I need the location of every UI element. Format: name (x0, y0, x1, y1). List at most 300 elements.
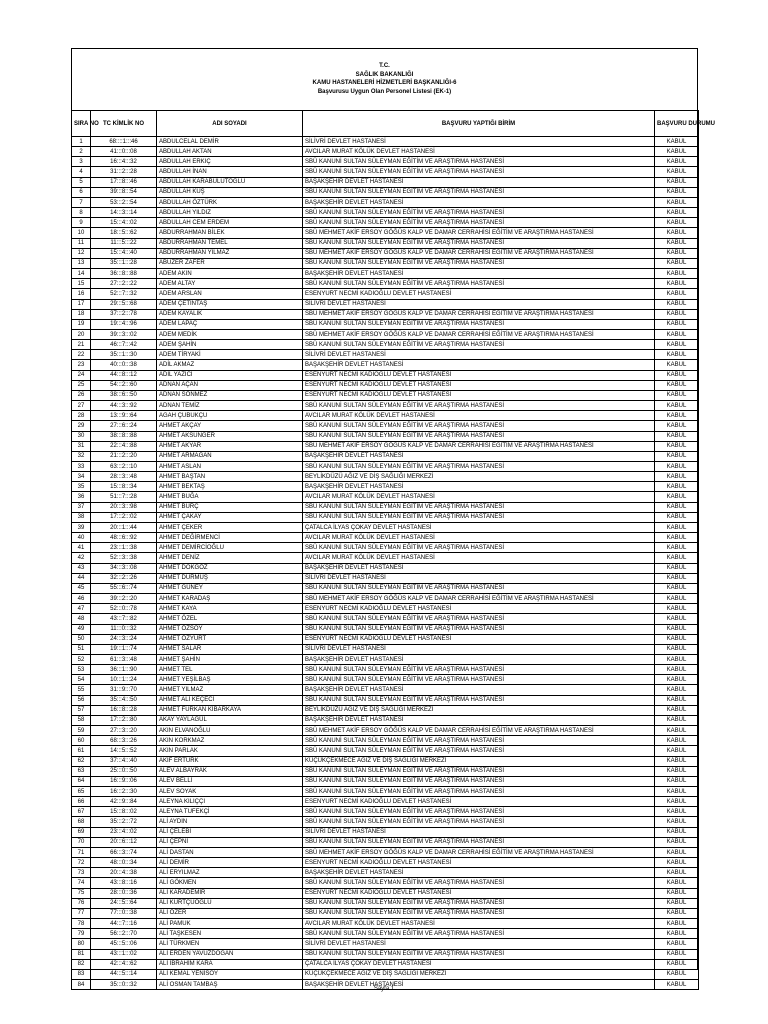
table-row (72, 350, 699, 360)
cell-unit: SBÜ KANUNİ SULTAN SÜLEYMAN EĞİTİM VE ARAŞTIRMA HASTANESİ (303, 878, 655, 888)
cell-unit: BAŞAKŞEHİR DEVLET HASTANESİ (303, 715, 655, 725)
cell-status: KABUL (655, 665, 699, 675)
cell-tc: 36:::1:::90 (91, 665, 157, 675)
cell-unit: SBÜ KANUNİ SULTAN SÜLEYMAN EĞİTİM VE ARAŞTIRMA HASTANESİ (303, 736, 655, 746)
cell-unit: AVCILAR MURAT KÖLÜK DEVLET HASTANESİ (303, 492, 655, 502)
cell-status: KABUL (655, 908, 699, 918)
cell-sira-no: 22 (72, 350, 91, 360)
cell-tc: 45:::5:::06 (91, 939, 157, 949)
cell-unit: SBÜ KANUNİ SULTAN SÜLEYMAN EĞİTİM VE ARAŞTIRMA HASTANESİ (303, 208, 655, 218)
cell-tc: 66:::3:::74 (91, 847, 157, 857)
cell-name: ALİ KEMAL YENİSOY (157, 969, 303, 979)
cell-sira-no: 69 (72, 827, 91, 837)
cell-unit: SİLİVRİ DEVLET HASTANESİ (303, 299, 655, 309)
cell-sira-no: 71 (72, 847, 91, 857)
cell-status: KABUL (655, 766, 699, 776)
cell-unit: ESENYURT NECMİ KADIOĞLU DEVLET HASTANESİ (303, 858, 655, 868)
cell-name: ADEM LAPAÇ (157, 319, 303, 329)
cell-sira-no: 49 (72, 624, 91, 634)
cell-sira-no: 39 (72, 522, 91, 532)
cell-status: KABUL (655, 512, 699, 522)
cell-status: KABUL (655, 563, 699, 573)
table-row (72, 421, 699, 431)
cell-sira-no: 76 (72, 898, 91, 908)
cell-tc: 28:::0:::36 (91, 888, 157, 898)
cell-unit: BAŞAKŞEHİR DEVLET HASTANESİ (303, 269, 655, 279)
cell-status: KABUL (655, 756, 699, 766)
table-row (72, 858, 699, 868)
cell-name: AHMET AKYAR (157, 441, 303, 451)
table-row (72, 157, 699, 167)
cell-unit: SBÜ MEHMET AKİF ERSOY GÖĞÜS KALP VE DAMAR CERRAHİSİ EĞİTİM VE ARAŞTIRMA HASTANESİ (303, 228, 655, 238)
table-row (72, 482, 699, 492)
cell-status: KABUL (655, 329, 699, 339)
table-row (72, 289, 699, 299)
table-row (72, 766, 699, 776)
cell-unit: SBÜ MEHMET AKİF ERSOY GÖĞÜS KALP VE DAMAR CERRAHİSİ EĞİTİM VE ARAŞTIRMA HASTANESİ (303, 329, 655, 339)
cell-tc: 51:::7:::28 (91, 492, 157, 502)
cell-tc: 52:::3:::38 (91, 553, 157, 563)
cell-sira-no: 68 (72, 817, 91, 827)
table-row (72, 797, 699, 807)
cell-sira-no: 16 (72, 289, 91, 299)
cell-status: KABUL (655, 309, 699, 319)
cell-status: KABUL (655, 441, 699, 451)
table-row (72, 431, 699, 441)
cell-status: KABUL (655, 614, 699, 624)
cell-status: KABUL (655, 736, 699, 746)
cell-name: ABDULLAH ÖZTÜRK (157, 197, 303, 207)
cell-tc: 56:::2:::70 (91, 929, 157, 939)
cell-unit: AVCILAR MURAT KÖLÜK DEVLET HASTANESİ (303, 919, 655, 929)
cell-name: ALİ PAMUK (157, 919, 303, 929)
cell-sira-no: 77 (72, 908, 91, 918)
cell-status: KABUL (655, 197, 699, 207)
table-row (72, 319, 699, 329)
cell-name: ALİ TÜRKMEN (157, 939, 303, 949)
cell-status: KABUL (655, 299, 699, 309)
cell-tc: 32:::2:::26 (91, 573, 157, 583)
cell-unit: BAŞAKŞEHİR DEVLET HASTANESİ (303, 979, 655, 989)
table-row (72, 583, 699, 593)
cell-unit: KÜÇÜKÇEKMECE AĞIZ VE DİŞ SAĞLIĞI MERKEZİ (303, 756, 655, 766)
cell-tc: 77:::0:::38 (91, 908, 157, 918)
table-row (72, 624, 699, 634)
cell-tc: 16:::2:::30 (91, 787, 157, 797)
cell-sira-no: 3 (72, 157, 91, 167)
cell-status: KABUL (655, 868, 699, 878)
cell-sira-no: 54 (72, 675, 91, 685)
header-line-4: Başvurusu Uygun Olan Personel Listesi (EK-1) (317, 88, 452, 95)
cell-status: KABUL (655, 939, 699, 949)
cell-status: KABUL (655, 350, 699, 360)
table-row (72, 787, 699, 797)
cell-unit: SBÜ KANUNİ SULTAN SÜLEYMAN EĞİTİM VE ARAŞTIRMA HASTANESİ (303, 421, 655, 431)
cell-status: KABUL (655, 594, 699, 604)
cell-tc: 35:::2:::72 (91, 817, 157, 827)
table-row (72, 847, 699, 857)
cell-tc: 27:::6:::24 (91, 421, 157, 431)
cell-tc: 52:::0:::78 (91, 604, 157, 614)
cell-tc: 55:::6:::74 (91, 583, 157, 593)
cell-status: KABUL (655, 228, 699, 238)
cell-status: KABUL (655, 746, 699, 756)
cell-tc: 28:::3:::48 (91, 472, 157, 482)
cell-tc: 16:::8:::28 (91, 705, 157, 715)
cell-unit: SİLİVRİ DEVLET HASTANESİ (303, 137, 655, 147)
table-row (72, 137, 699, 147)
cell-name: ALEV BELLİ (157, 776, 303, 786)
cell-status: KABUL (655, 837, 699, 847)
cell-sira-no: 20 (72, 329, 91, 339)
cell-status: KABUL (655, 431, 699, 441)
cell-sira-no: 19 (72, 319, 91, 329)
table-row (72, 959, 699, 969)
cell-sira-no: 1 (72, 137, 91, 147)
cell-unit: SBÜ KANUNİ SULTAN SÜLEYMAN EĞİTİM VE ARAŞTIRMA HASTANESİ (303, 401, 655, 411)
table-row (72, 878, 699, 888)
cell-status: KABUL (655, 675, 699, 685)
cell-status: KABUL (655, 411, 699, 421)
table-row (72, 594, 699, 604)
cell-unit: SBÜ KANUNİ SULTAN SÜLEYMAN EĞİTİM VE ARAŞTIRMA HASTANESİ (303, 258, 655, 268)
table-row (72, 969, 699, 979)
cell-unit: SBÜ KANUNİ SULTAN SÜLEYMAN EĞİTİM VE ARAŞTIRMA HASTANESİ (303, 583, 655, 593)
cell-name: ALİ ÖZER (157, 908, 303, 918)
cell-tc: 43:::7:::82 (91, 614, 157, 624)
cell-status: KABUL (655, 807, 699, 817)
cell-unit: ESENYURT NECMİ KADIOĞLU DEVLET HASTANESİ (303, 888, 655, 898)
cell-name: ABDULLAH CEM ERDEM (157, 218, 303, 228)
cell-status: KABUL (655, 370, 699, 380)
cell-sira-no: 5 (72, 177, 91, 187)
cell-tc: 11:::5:::22 (91, 238, 157, 248)
cell-tc: 19:::1:::74 (91, 644, 157, 654)
cell-unit: SBÜ KANUNİ SULTAN SÜLEYMAN EĞİTİM VE ARAŞTIRMA HASTANESİ (303, 807, 655, 817)
cell-sira-no: 84 (72, 979, 91, 989)
cell-unit: SBÜ KANUNİ SULTAN SÜLEYMAN EĞİTİM VE ARAŞTIRMA HASTANESİ (303, 908, 655, 918)
table-row (72, 279, 699, 289)
cell-unit: BAŞAKŞEHİR DEVLET HASTANESİ (303, 177, 655, 187)
table-row (72, 340, 699, 350)
cell-status: KABUL (655, 969, 699, 979)
table-row (72, 573, 699, 583)
cell-name: ADNAN AÇAN (157, 380, 303, 390)
cell-status: KABUL (655, 898, 699, 908)
cell-status: KABUL (655, 888, 699, 898)
table-row (72, 685, 699, 695)
cell-sira-no: 17 (72, 299, 91, 309)
cell-status: KABUL (655, 929, 699, 939)
cell-unit: BEYLİKDÜZÜ AĞIZ VE DİŞ SAĞLIĞI MERKEZİ (303, 472, 655, 482)
cell-tc: 22:::4:::88 (91, 441, 157, 451)
cell-unit: BEYLİKDÜZÜ AĞIZ VE DİŞ SAĞLIĞI MERKEZİ (303, 705, 655, 715)
cell-unit: AVCILAR MURAT KÖLÜK DEVLET HASTANESİ (303, 411, 655, 421)
cell-sira-no: 74 (72, 878, 91, 888)
cell-sira-no: 70 (72, 837, 91, 847)
cell-sira-no: 47 (72, 604, 91, 614)
document-header (72, 49, 697, 110)
cell-name: ALEYNA KILIÇÇI (157, 797, 303, 807)
cell-sira-no: 34 (72, 472, 91, 482)
cell-unit: SİLİVRİ DEVLET HASTANESİ (303, 573, 655, 583)
cell-name: AHMET ÇAKAY (157, 512, 303, 522)
cell-name: ADNAN SÖNMEZ (157, 390, 303, 400)
cell-name: ALİ İBRAHİM KARA (157, 959, 303, 969)
cell-status: KABUL (655, 705, 699, 715)
cell-sira-no: 31 (72, 441, 91, 451)
cell-status: KABUL (655, 279, 699, 289)
document-frame (71, 48, 715, 988)
cell-unit: SBÜ KANUNİ SULTAN SÜLEYMAN EĞİTİM VE ARAŞTIRMA HASTANESİ (303, 279, 655, 289)
cell-status: KABUL (655, 858, 699, 868)
cell-unit: SBÜ KANUNİ SULTAN SÜLEYMAN EĞİTİM VE ARAŞTIRMA HASTANESİ (303, 512, 655, 522)
table-row (72, 776, 699, 786)
cell-sira-no: 24 (72, 370, 91, 380)
cell-status: KABUL (655, 979, 699, 989)
cell-sira-no: 50 (72, 634, 91, 644)
cell-tc: 14:::3:::14 (91, 208, 157, 218)
cell-tc: 31:::9:::70 (91, 685, 157, 695)
table-row (72, 177, 699, 187)
cell-name: ALİ ERYILMAZ (157, 868, 303, 878)
cell-sira-no: 61 (72, 746, 91, 756)
cell-name: AKİF ERTÜRK (157, 756, 303, 766)
cell-sira-no: 57 (72, 705, 91, 715)
table-row (72, 390, 699, 400)
table-row (72, 736, 699, 746)
cell-sira-no: 51 (72, 644, 91, 654)
cell-tc: 37:::4:::40 (91, 756, 157, 766)
cell-unit: SİLİVRİ DEVLET HASTANESİ (303, 827, 655, 837)
cell-name: ALİ OSMAN TAMBAŞ (157, 979, 303, 989)
cell-sira-no: 26 (72, 390, 91, 400)
cell-unit: ESENYURT NECMİ KADIOĞLU DEVLET HASTANESİ (303, 380, 655, 390)
cell-name: ALİ ÇEPNİ (157, 837, 303, 847)
cell-sira-no: 64 (72, 776, 91, 786)
cell-status: KABUL (655, 472, 699, 482)
cell-sira-no: 56 (72, 695, 91, 705)
cell-name: ALİ GÖKMEN (157, 878, 303, 888)
cell-name: AHMET ÖZEL (157, 614, 303, 624)
cell-tc: 43:::8:::16 (91, 878, 157, 888)
table-row (72, 187, 699, 197)
cell-sira-no: 2 (72, 147, 91, 157)
cell-unit: SBÜ KANUNİ SULTAN SÜLEYMAN EĞİTİM VE ARAŞTIRMA HASTANESİ (303, 817, 655, 827)
cell-tc: 43:::1:::02 (91, 949, 157, 959)
table-row (72, 462, 699, 472)
table-row (72, 746, 699, 756)
cell-unit: KÜÇÜKÇEKMECE AĞIZ VE DİŞ SAĞLIĞI MERKEZİ (303, 969, 655, 979)
cell-name: AHMET DEMİRCİOĞLU (157, 543, 303, 553)
cell-name: ALİ KARADEMİR (157, 888, 303, 898)
cell-name: AHMET AKSUNGER (157, 431, 303, 441)
cell-name: ABDULCELAL DEMİR (157, 137, 303, 147)
cell-name: AKIN ELVANOĞLU (157, 726, 303, 736)
cell-status: KABUL (655, 289, 699, 299)
cell-status: KABUL (655, 776, 699, 786)
cell-status: KABUL (655, 421, 699, 431)
cell-name: ADEM AKIN (157, 269, 303, 279)
cell-tc: 44:::8:::12 (91, 370, 157, 380)
cell-name: AHMET SALAR (157, 644, 303, 654)
cell-status: KABUL (655, 157, 699, 167)
table-row (72, 502, 699, 512)
cell-name: ALİ TAŞKESEN (157, 929, 303, 939)
cell-unit: SBÜ MEHMET AKİF ERSOY GÖĞÜS KALP VE DAMAR CERRAHİSİ EĞİTİM VE ARAŞTIRMA HASTANESİ (303, 248, 655, 258)
cell-unit: BAŞAKŞEHİR DEVLET HASTANESİ (303, 360, 655, 370)
cell-name: AKAY YAYLAGÜL (157, 715, 303, 725)
table-row (72, 695, 699, 705)
cell-name: AHMET BURÇ (157, 502, 303, 512)
table-row (72, 258, 699, 268)
table-row (72, 604, 699, 614)
cell-tc: 41:::0:::08 (91, 147, 157, 157)
cell-sira-no: 9 (72, 218, 91, 228)
cell-tc: 18:::5:::62 (91, 228, 157, 238)
cell-status: KABUL (655, 187, 699, 197)
table-row (72, 644, 699, 654)
column-header-unit: BAŞVURU YAPTIĞI BİRİM (303, 111, 655, 137)
cell-tc: 36:::8:::88 (91, 269, 157, 279)
cell-name: AHMET ŞAHİN (157, 654, 303, 664)
table-row (72, 208, 699, 218)
cell-sira-no: 28 (72, 411, 91, 421)
cell-tc: 63:::2:::10 (91, 462, 157, 472)
cell-tc: 15:::4:::40 (91, 248, 157, 258)
cell-unit: SBÜ KANUNİ SULTAN SÜLEYMAN EĞİTİM VE ARAŞTIRMA HASTANESİ (303, 340, 655, 350)
cell-tc: 20:::1:::44 (91, 522, 157, 532)
cell-status: KABUL (655, 492, 699, 502)
table-row (72, 705, 699, 715)
cell-tc: 44:::7:::16 (91, 919, 157, 929)
cell-status: KABUL (655, 482, 699, 492)
cell-tc: 34:::3:::08 (91, 563, 157, 573)
cell-status: KABUL (655, 401, 699, 411)
cell-unit: SBÜ KANUNİ SULTAN SÜLEYMAN EĞİTİM VE ARAŞTIRMA HASTANESİ (303, 695, 655, 705)
table-row (72, 228, 699, 238)
cell-sira-no: 48 (72, 614, 91, 624)
cell-unit: ÇATALCA İLYAS ÇOKAY DEVLET HASTANESİ (303, 959, 655, 969)
cell-unit: SBÜ KANUNİ SULTAN SÜLEYMAN EĞİTİM VE ARAŞTIRMA HASTANESİ (303, 157, 655, 167)
cell-name: AHMET GÜNEY (157, 583, 303, 593)
cell-tc: 31:::2:::28 (91, 167, 157, 177)
cell-tc: 13:::9:::64 (91, 411, 157, 421)
table-row (72, 908, 699, 918)
cell-unit: SBÜ KANUNİ SULTAN SÜLEYMAN EĞİTİM VE ARAŞTIRMA HASTANESİ (303, 898, 655, 908)
cell-unit: ESENYURT NECMİ KADIOĞLU DEVLET HASTANESİ (303, 370, 655, 380)
cell-sira-no: 32 (72, 451, 91, 461)
table-row (72, 492, 699, 502)
cell-status: KABUL (655, 959, 699, 969)
table-row (72, 533, 699, 543)
cell-status: KABUL (655, 624, 699, 634)
cell-sira-no: 43 (72, 563, 91, 573)
cell-tc: 42:::9:::84 (91, 797, 157, 807)
cell-name: ABUZER ZAFER (157, 258, 303, 268)
cell-sira-no: 4 (72, 167, 91, 177)
cell-unit: SİLİVRİ DEVLET HASTANESİ (303, 350, 655, 360)
cell-name: AHMET ÖZYURT (157, 634, 303, 644)
cell-unit: SBÜ KANUNİ SULTAN SÜLEYMAN EĞİTİM VE ARAŞTIRMA HASTANESİ (303, 787, 655, 797)
cell-sira-no: 18 (72, 309, 91, 319)
table-row (72, 726, 699, 736)
cell-unit: SBÜ KANUNİ SULTAN SÜLEYMAN EĞİTİM VE ARAŞTIRMA HASTANESİ (303, 837, 655, 847)
cell-status: KABUL (655, 319, 699, 329)
cell-tc: 20:::6:::12 (91, 837, 157, 847)
cell-unit: ESENYURT NECMİ KADIOĞLU DEVLET HASTANESİ (303, 390, 655, 400)
cell-tc: 46:::7:::42 (91, 340, 157, 350)
cell-unit: SBÜ KANUNİ SULTAN SÜLEYMAN EĞİTİM VE ARAŞTIRMA HASTANESİ (303, 462, 655, 472)
cell-name: AHMET TEL (157, 665, 303, 675)
cell-tc: 23:::1:::38 (91, 543, 157, 553)
cell-status: KABUL (655, 462, 699, 472)
cell-sira-no: 44 (72, 573, 91, 583)
cell-status: KABUL (655, 543, 699, 553)
table-row (72, 939, 699, 949)
cell-status: KABUL (655, 269, 699, 279)
table-row (72, 654, 699, 664)
cell-sira-no: 38 (72, 512, 91, 522)
cell-name: AHMET DEĞİRMENCİ (157, 533, 303, 543)
cell-name: ALEYNA TUFEKÇİ (157, 807, 303, 817)
cell-unit: SBÜ KANUNİ SULTAN SÜLEYMAN EĞİTİM VE ARAŞTIRMA HASTANESİ (303, 624, 655, 634)
table-row (72, 370, 699, 380)
cell-name: AHMET ÇEKER (157, 522, 303, 532)
cell-sira-no: 15 (72, 279, 91, 289)
cell-sira-no: 36 (72, 492, 91, 502)
cell-unit: AVCILAR MURAT KÖLÜK DEVLET HASTANESİ (303, 553, 655, 563)
cell-name: ABDURRAHMAN YILMAZ (157, 248, 303, 258)
cell-sira-no: 35 (72, 482, 91, 492)
cell-name: ALİ ÇELEBİ (157, 827, 303, 837)
cell-sira-no: 30 (72, 431, 91, 441)
header-line-2: SAĞLIK BAKANLIĞI (355, 71, 414, 78)
cell-status: KABUL (655, 177, 699, 187)
cell-name: ABDURRAHMAN TEMEL (157, 238, 303, 248)
cell-sira-no: 67 (72, 807, 91, 817)
column-header-tc: TC KİMLİK NO (91, 111, 157, 137)
cell-name: ALEV SOYAK (157, 787, 303, 797)
table-row (72, 360, 699, 370)
cell-tc: 15:::4:::02 (91, 218, 157, 228)
table-row (72, 817, 699, 827)
column-header-sira-no: SIRA NO (72, 111, 91, 137)
cell-sira-no: 53 (72, 665, 91, 675)
cell-sira-no: 13 (72, 258, 91, 268)
cell-sira-no: 27 (72, 401, 91, 411)
cell-unit: SBÜ KANUNİ SULTAN SÜLEYMAN EĞİTİM VE ARAŞTIRMA HASTANESİ (303, 766, 655, 776)
table-row (72, 522, 699, 532)
personnel-table (71, 110, 715, 990)
cell-status: KABUL (655, 847, 699, 857)
cell-tc: 35:::1:::30 (91, 350, 157, 360)
cell-sira-no: 6 (72, 187, 91, 197)
cell-status: KABUL (655, 553, 699, 563)
cell-unit: BAŞAKŞEHİR DEVLET HASTANESİ (303, 197, 655, 207)
table-row (72, 411, 699, 421)
cell-unit: SBÜ KANUNİ SULTAN SÜLEYMAN EĞİTİM VE ARAŞTIRMA HASTANESİ (303, 675, 655, 685)
cell-name: AHMET AKÇAY (157, 421, 303, 431)
cell-tc: 27:::3:::20 (91, 726, 157, 736)
table-row (72, 614, 699, 624)
cell-status: KABUL (655, 634, 699, 644)
cell-status: KABUL (655, 248, 699, 258)
table-row (72, 675, 699, 685)
cell-unit: SBÜ KANUNİ SULTAN SÜLEYMAN EĞİTİM VE ARAŞTIRMA HASTANESİ (303, 543, 655, 553)
cell-sira-no: 66 (72, 797, 91, 807)
cell-unit: SBÜ KANUNİ SULTAN SÜLEYMAN EĞİTİM VE ARAŞTIRMA HASTANESİ (303, 319, 655, 329)
